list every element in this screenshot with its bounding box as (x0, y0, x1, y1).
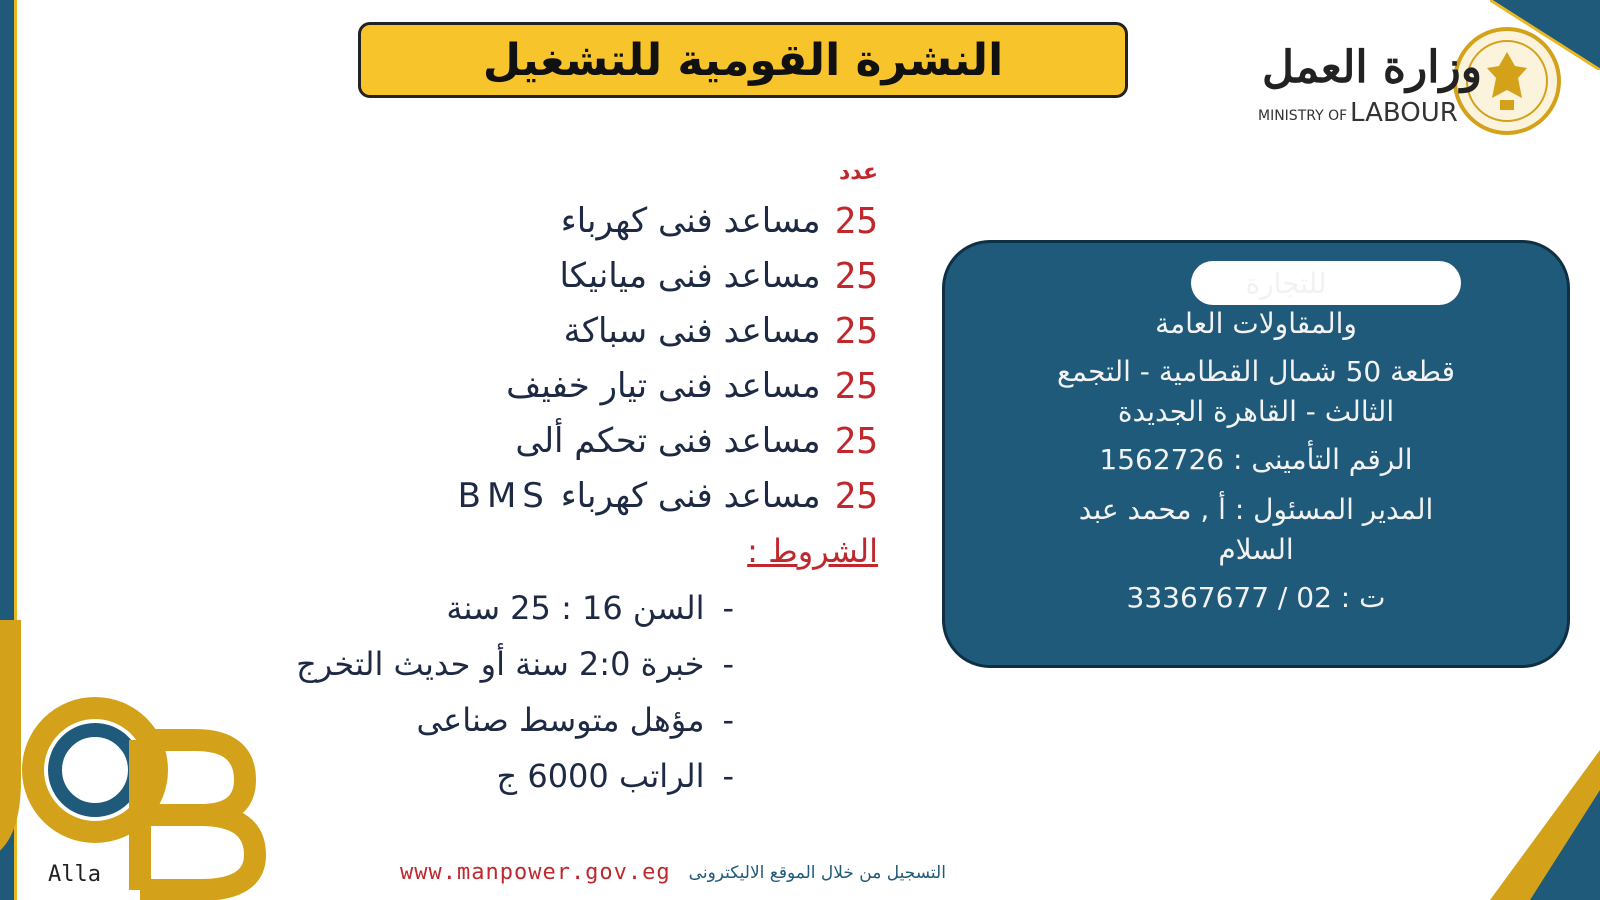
footer-website-link[interactable]: www.manpower.gov.eg (400, 860, 671, 885)
job-logo-icon (0, 610, 270, 900)
job-row (515, 416, 878, 466)
company-manager-line2: السلام (1218, 533, 1294, 566)
footer (400, 860, 946, 885)
job-row (506, 361, 878, 411)
condition-item (497, 752, 735, 800)
footer-registration-text: التسجيل من خلال الموقع الاليكترونى (688, 862, 946, 883)
company-name-line1: للتجارة (1245, 267, 1327, 300)
conditions-header: الشروط : (747, 532, 878, 570)
job-count: 25 (834, 255, 878, 297)
logo-caption: Alla (48, 862, 101, 887)
job-row (458, 471, 878, 521)
count-column-header: عدد (838, 160, 878, 185)
condition-dash: - (722, 757, 734, 795)
job-count: 25 (834, 420, 878, 462)
job-title: مساعد فنى كهرباء BMS (457, 476, 821, 516)
job-count: 25 (834, 365, 878, 407)
condition-item (446, 584, 734, 632)
company-address-line2: الثالث - القاهرة الجديدة (1117, 395, 1395, 428)
condition-dash: - (722, 589, 734, 627)
ministry-logo-arabic: وزارة العمل (1262, 42, 1482, 93)
condition-item (296, 640, 734, 688)
condition-dash: - (722, 701, 734, 739)
condition-text: السن 16 : 25 سنة (446, 589, 705, 627)
bottom-right-corner-decoration (1490, 750, 1600, 900)
company-phone: ت : 02 / 33367677 (1126, 581, 1386, 614)
page-title: النشرة القومية للتشغيل (482, 34, 1004, 86)
job-row (559, 251, 878, 301)
job-title: مساعد فنى كهرباء (560, 201, 821, 241)
condition-dash: - (722, 645, 734, 683)
company-name-line2: والمقاولات العامة (1155, 307, 1357, 340)
title-banner (358, 22, 1128, 98)
job-title: مساعد فنى تحكم ألى (515, 421, 821, 461)
job-title: مساعد فنى ميانيكا (559, 256, 821, 296)
condition-text: الراتب 6000 ج (496, 757, 705, 795)
company-address-line1: قطعة 50 شمال القطامية - التجمع (1056, 355, 1455, 388)
condition-item (416, 696, 734, 744)
ministry-logo-english-small: MINISTRY OF (1258, 108, 1348, 124)
job-row (561, 196, 878, 246)
condition-text: خبرة 2:0 سنة أو حديث التخرج (296, 645, 705, 683)
job-title: مساعد فنى سباكة (563, 311, 821, 351)
company-insurance-number: الرقم التأمينى : 1562726 (1099, 443, 1413, 476)
job-row (564, 306, 878, 356)
condition-text: مؤهل متوسط صناعى (416, 701, 705, 739)
job-count: 25 (834, 475, 878, 517)
company-info-box (942, 240, 1570, 668)
job-count: 25 (834, 310, 878, 352)
job-count: 25 (834, 200, 878, 242)
job-title: مساعد فنى تيار خفيف (506, 366, 821, 406)
ministry-logo-english-large: LABOUR (1350, 98, 1458, 128)
company-manager-line1: المدير المسئول : أ , محمد عبد (1078, 493, 1434, 526)
